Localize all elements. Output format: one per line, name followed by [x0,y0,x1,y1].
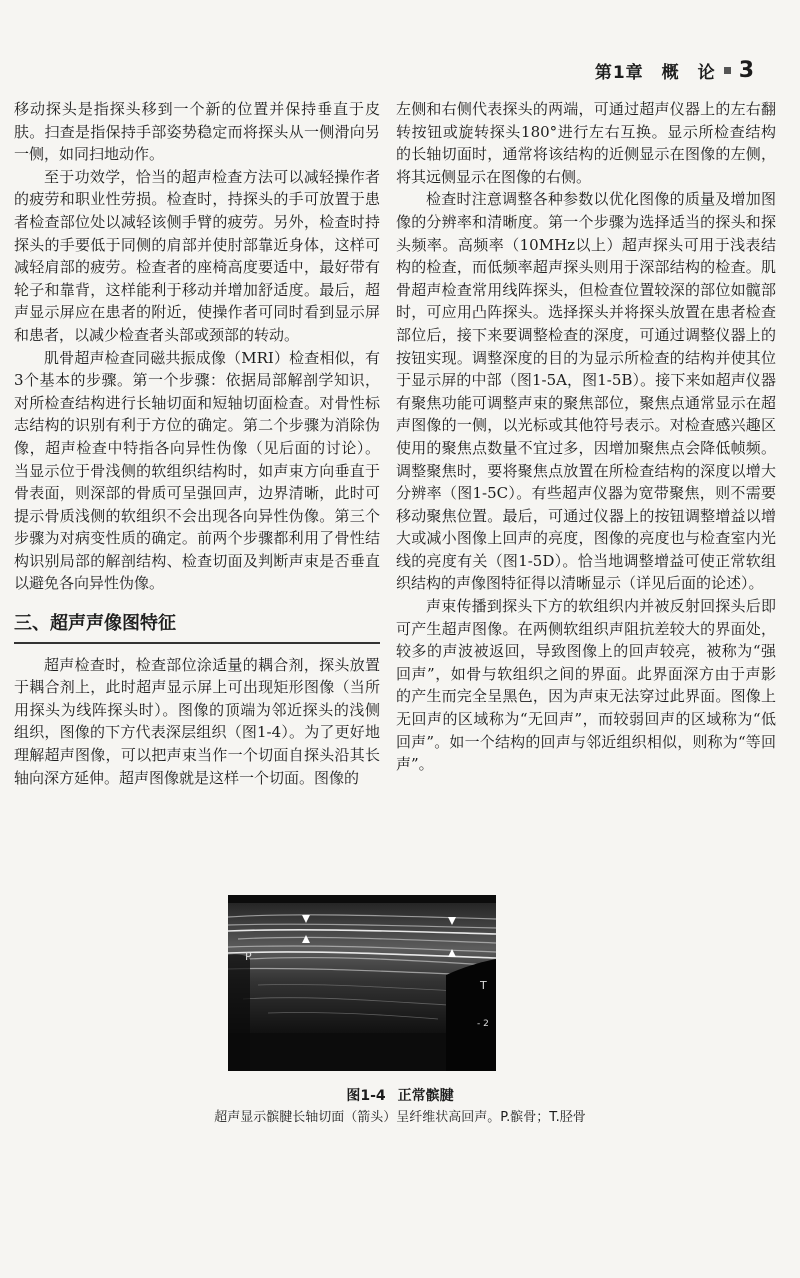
patella-label: P [245,950,252,963]
page-number: 3 [738,58,754,83]
paragraph: 肌骨超声检查同磁共振成像（MRI）检查相似，有3个基本的步骤。第一个步骤：依据局部解剖学知识，对所检查结构进行长轴切面和短轴切面检查。对骨性标志结构的识别有利于方位的确定。第二个步骤为消除伪像，超声检查中特指各向异性伪像（见后面的讨论）。当显示位于骨浅侧的软组织结构时，如声束方向垂直于骨表面，则深部的骨质可呈强回声，边界清晰，此时可提示骨质浅侧的软组织不会出现各向异性伪像。第三个步骤为对病变性质的确定。前两个步骤都利用了骨性结构识别局部的解剖结构、检查切面及判断声束是否垂直以避免各向异性伪像。 [14,348,380,593]
depth-marker: - 2 [477,1019,489,1029]
ultrasound-texture [228,895,496,1071]
paragraph: 至于功效学，恰当的超声检查方法可以减轻操作者的疲劳和职业性劳损。检查时，持探头的手可放置于患者检查部位处以减轻该侧手臂的疲劳。另外，检查时持探头的手要低于同侧的肩部并使肘部靠近身体，这样可减轻肩部的疲劳。检查者的座椅高度要适中，最好带有轮子和靠背，这样能利于移动并增加舒适度。最后，超声显示屏应在患者的附近，使操作者可同时看到显示屏和患者，以减少检查者头部或颈部的转动。 [14,167,380,344]
paragraph: 左侧和右侧代表探头的两端，可通过超声仪器上的左右翻转按钮或旋转探头180°进行左右互换。显示所检查结构的长轴切面时，通常将该结构的近侧显示在图像的左侧，将其远侧显示在图像的右侧。 [396,100,776,186]
paragraph: 移动探头是指探头移到一个新的位置并保持垂直于皮肤。扫查是指保持手部姿势稳定而将探头从一侧滑向另一侧，如同扫地动作。 [14,100,380,164]
paragraph: 声束传播到探头下方的软组织内并被反射回探头后即可产生超声图像。在两侧软组织声阻抗差较大的界面处，较多的声波被返回，导致图像上的回声较亮，被称为“强回声”，如骨与软组织之间的界面。此界面深方由于声影的产生而完全呈黑色，因为声束无法穿过此界面。图像上无回声的区域称为“无回声”，而较弱回声的区域称为“低回声”。如一个结构的回声与邻近组织相似，则称为“等回声”。 [396,597,776,774]
chapter-title: 第1章 概 论 [594,63,716,83]
figure-caption-text: 超声显示髌腱长轴切面（箭头）呈纤维状高回声。P.髌骨；T.胫骨 [214,1110,586,1125]
section-heading: 三、超声声像图特征 [14,607,380,644]
square-bullet-icon [724,67,731,74]
figure-caption-title: 图1-4 正常髌腱 [346,1088,454,1104]
running-header [595,58,754,83]
paragraph: 超声检查时，检查部位涂适量的耦合剂，探头放置于耦合剂上，此时超声显示屏上可出现矩形图像（当所用探头为线阵探头时）。图像的顶端为邻近探头的浅侧组织，图像的下方代表深层组织（图1-4）。为了更好地理解超声图像，可以把声束当作一个切面自探头沿其长轴向深方延伸。超声图像就是这样一个切面。图像的 [14,655,380,787]
paragraph: 检查时注意调整各种参数以优化图像的质量及增加图像的分辨率和清晰度。第一个步骤为选择适当的探头和探头频率。高频率（10MHz以上）超声探头可用于浅表结构的检查，而低频率超声探头则用于深部结构的检查。肌骨超声检查常用线阵探头，但检查位置较深的部位如髋部时，可应用凸阵探头。选择探头并将探头放置在患者检查部位后，接下来要调整检查的深度，可通过调整仪器上的按钮实现。调整深度的目的为显示所检查的结构并使其位于显示屏的中部（图1-5A，图1-5B）。接下来如超声仪器有聚焦功能可调整声束的聚焦部位，聚焦点通常显示在超声图像的一侧，以光标或其他符号表示。对检查感兴趣区使用的聚焦点数量不宜过多，因增加聚焦点会降低帧频。调整聚焦时，要将聚焦点放置在所检查结构的深度以增大分辨率（图1-5C）。有些超声仪器为宽带聚焦，则不需要移动聚焦位置。最后，可通过仪器上的按钮调整增益以增大或减小图像上回声的亮度，图像的亮度也与检查室内光线的亮度有关（图1-5D）。恰当地调整增益可使正常软组织结构的声像图特征得以清晰显示（详见后面的论述）。 [396,190,776,593]
right-column [396,98,776,776]
tibia-label: T [480,979,487,992]
left-column [14,98,380,789]
ultrasound-image [228,895,496,1071]
